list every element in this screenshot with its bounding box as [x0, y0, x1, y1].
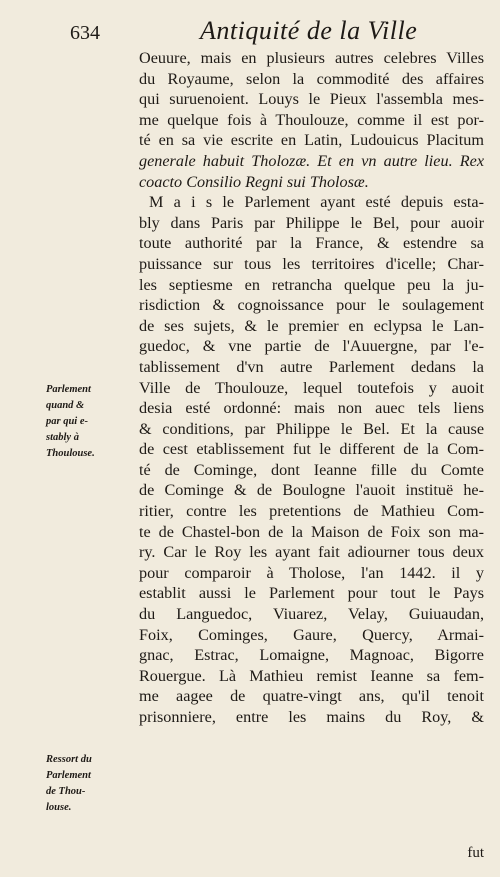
- margin-note-line: stably à: [46, 432, 79, 443]
- text-line: coacto Consilio Regni sui Tholosæ.: [139, 172, 369, 191]
- page-number: 634: [70, 22, 100, 44]
- margin-note-ressort: [46, 752, 138, 816]
- text-line: establit aussi le Parlement pour tout le Pays: [139, 584, 484, 603]
- text-line: desia esté ordonné: mais non auec tels liens: [139, 399, 484, 418]
- text-line: toute authorité par la France, & estendre sa: [139, 234, 484, 253]
- margin-note-line: Parlement: [46, 384, 91, 395]
- running-title: Antiquité de la Ville: [200, 16, 418, 45]
- text-line: ritier, contre les pretentions de Mathieu Com-: [139, 502, 484, 521]
- margin-note-line: de Thou-: [46, 786, 86, 797]
- text-line: bly dans Paris par Philippe le Bel, pour auoir: [139, 213, 484, 232]
- text-line: Ville de Thoulouze, lequel toutefois y auoit: [139, 378, 484, 397]
- text-line: me quelque fois à Thoulouze, comme il est por-: [139, 110, 484, 129]
- text-line: Foix, Cominges, Gaure, Quercy, Armai-: [139, 625, 484, 644]
- margin-note-parlement: [46, 382, 138, 462]
- text-line: gnac, Estrac, Lomaigne, Magnoac, Bigorre: [139, 646, 484, 665]
- text-line: de Cominge & de Boulogne l'auoit instituë he-: [139, 481, 484, 500]
- text-line: té de Cominge, dont Ieanne fille du Comte: [139, 460, 484, 479]
- catchword: fut: [467, 845, 484, 861]
- body-text: [139, 48, 484, 728]
- margin-note-line: louse.: [46, 802, 72, 813]
- text-line: Rouergue. Là Mathieu remist Ieanne sa fem-: [139, 666, 484, 685]
- text-line: te de Chastel-bon de la Maison de Foix son ma-: [139, 522, 484, 541]
- margin-note-line: Thoulouse.: [46, 448, 95, 459]
- text-line: de cest etablissement fut le different de la Com-: [139, 440, 484, 459]
- text-line: puissance sur tous les territoires d'icelle; Char-: [139, 254, 484, 273]
- text-line: les septiesme en retrancha quelque peu la ju-: [139, 275, 484, 294]
- text-line: té en sa vie escrite en Latin, Ludouicus Placitum: [139, 131, 484, 150]
- text-line: du Languedoc, Viuarez, Velay, Guiuaudan,: [139, 605, 484, 624]
- text-line: prisonniere, entre les mains du Roy, &: [139, 708, 484, 726]
- text-line: tablissement d'vn autre Parlement dedans la: [139, 357, 484, 376]
- margin-note-line: Parlement: [46, 770, 91, 781]
- text-line: me aagee de quatre-vingt ans, qu'il tenoit: [139, 687, 484, 706]
- text-line: Oeuure, mais en plusieurs autres celebres Villes: [139, 49, 484, 67]
- margin-note-line: par qui e-: [46, 416, 88, 427]
- text-line: pour comparoir à Tholose, l'an 1442. il y: [139, 563, 484, 582]
- text-line: du Royaume, selon la commodité des affaires: [139, 69, 484, 88]
- text-line: guedoc, & vne partie de l'Auuergne, par l'e-: [139, 337, 484, 356]
- margin-note-line: quand &: [46, 400, 85, 411]
- text-line: qui suruenoient. Louys le Pieux l'assembla mes-: [139, 90, 484, 109]
- page-header: [0, 14, 500, 50]
- text-line: de ses sujets, & le premier en eclypsa le Lan-: [139, 316, 484, 335]
- text-line: ry. Car le Roy les ayant fait adiourner tous deux: [139, 543, 484, 562]
- text-line: & conditions, par Philippe le Bel. Et la cause: [139, 419, 484, 438]
- margin-note-line: Ressort du: [46, 754, 92, 765]
- text-line: M a i s le Parlement ayant esté depuis esta-: [149, 193, 484, 212]
- text-line: generale habuit Tholozæ. Et en vn autre lieu. Rex: [139, 151, 484, 170]
- text-line: risdiction & cognoissance pour le soulagement: [139, 296, 484, 315]
